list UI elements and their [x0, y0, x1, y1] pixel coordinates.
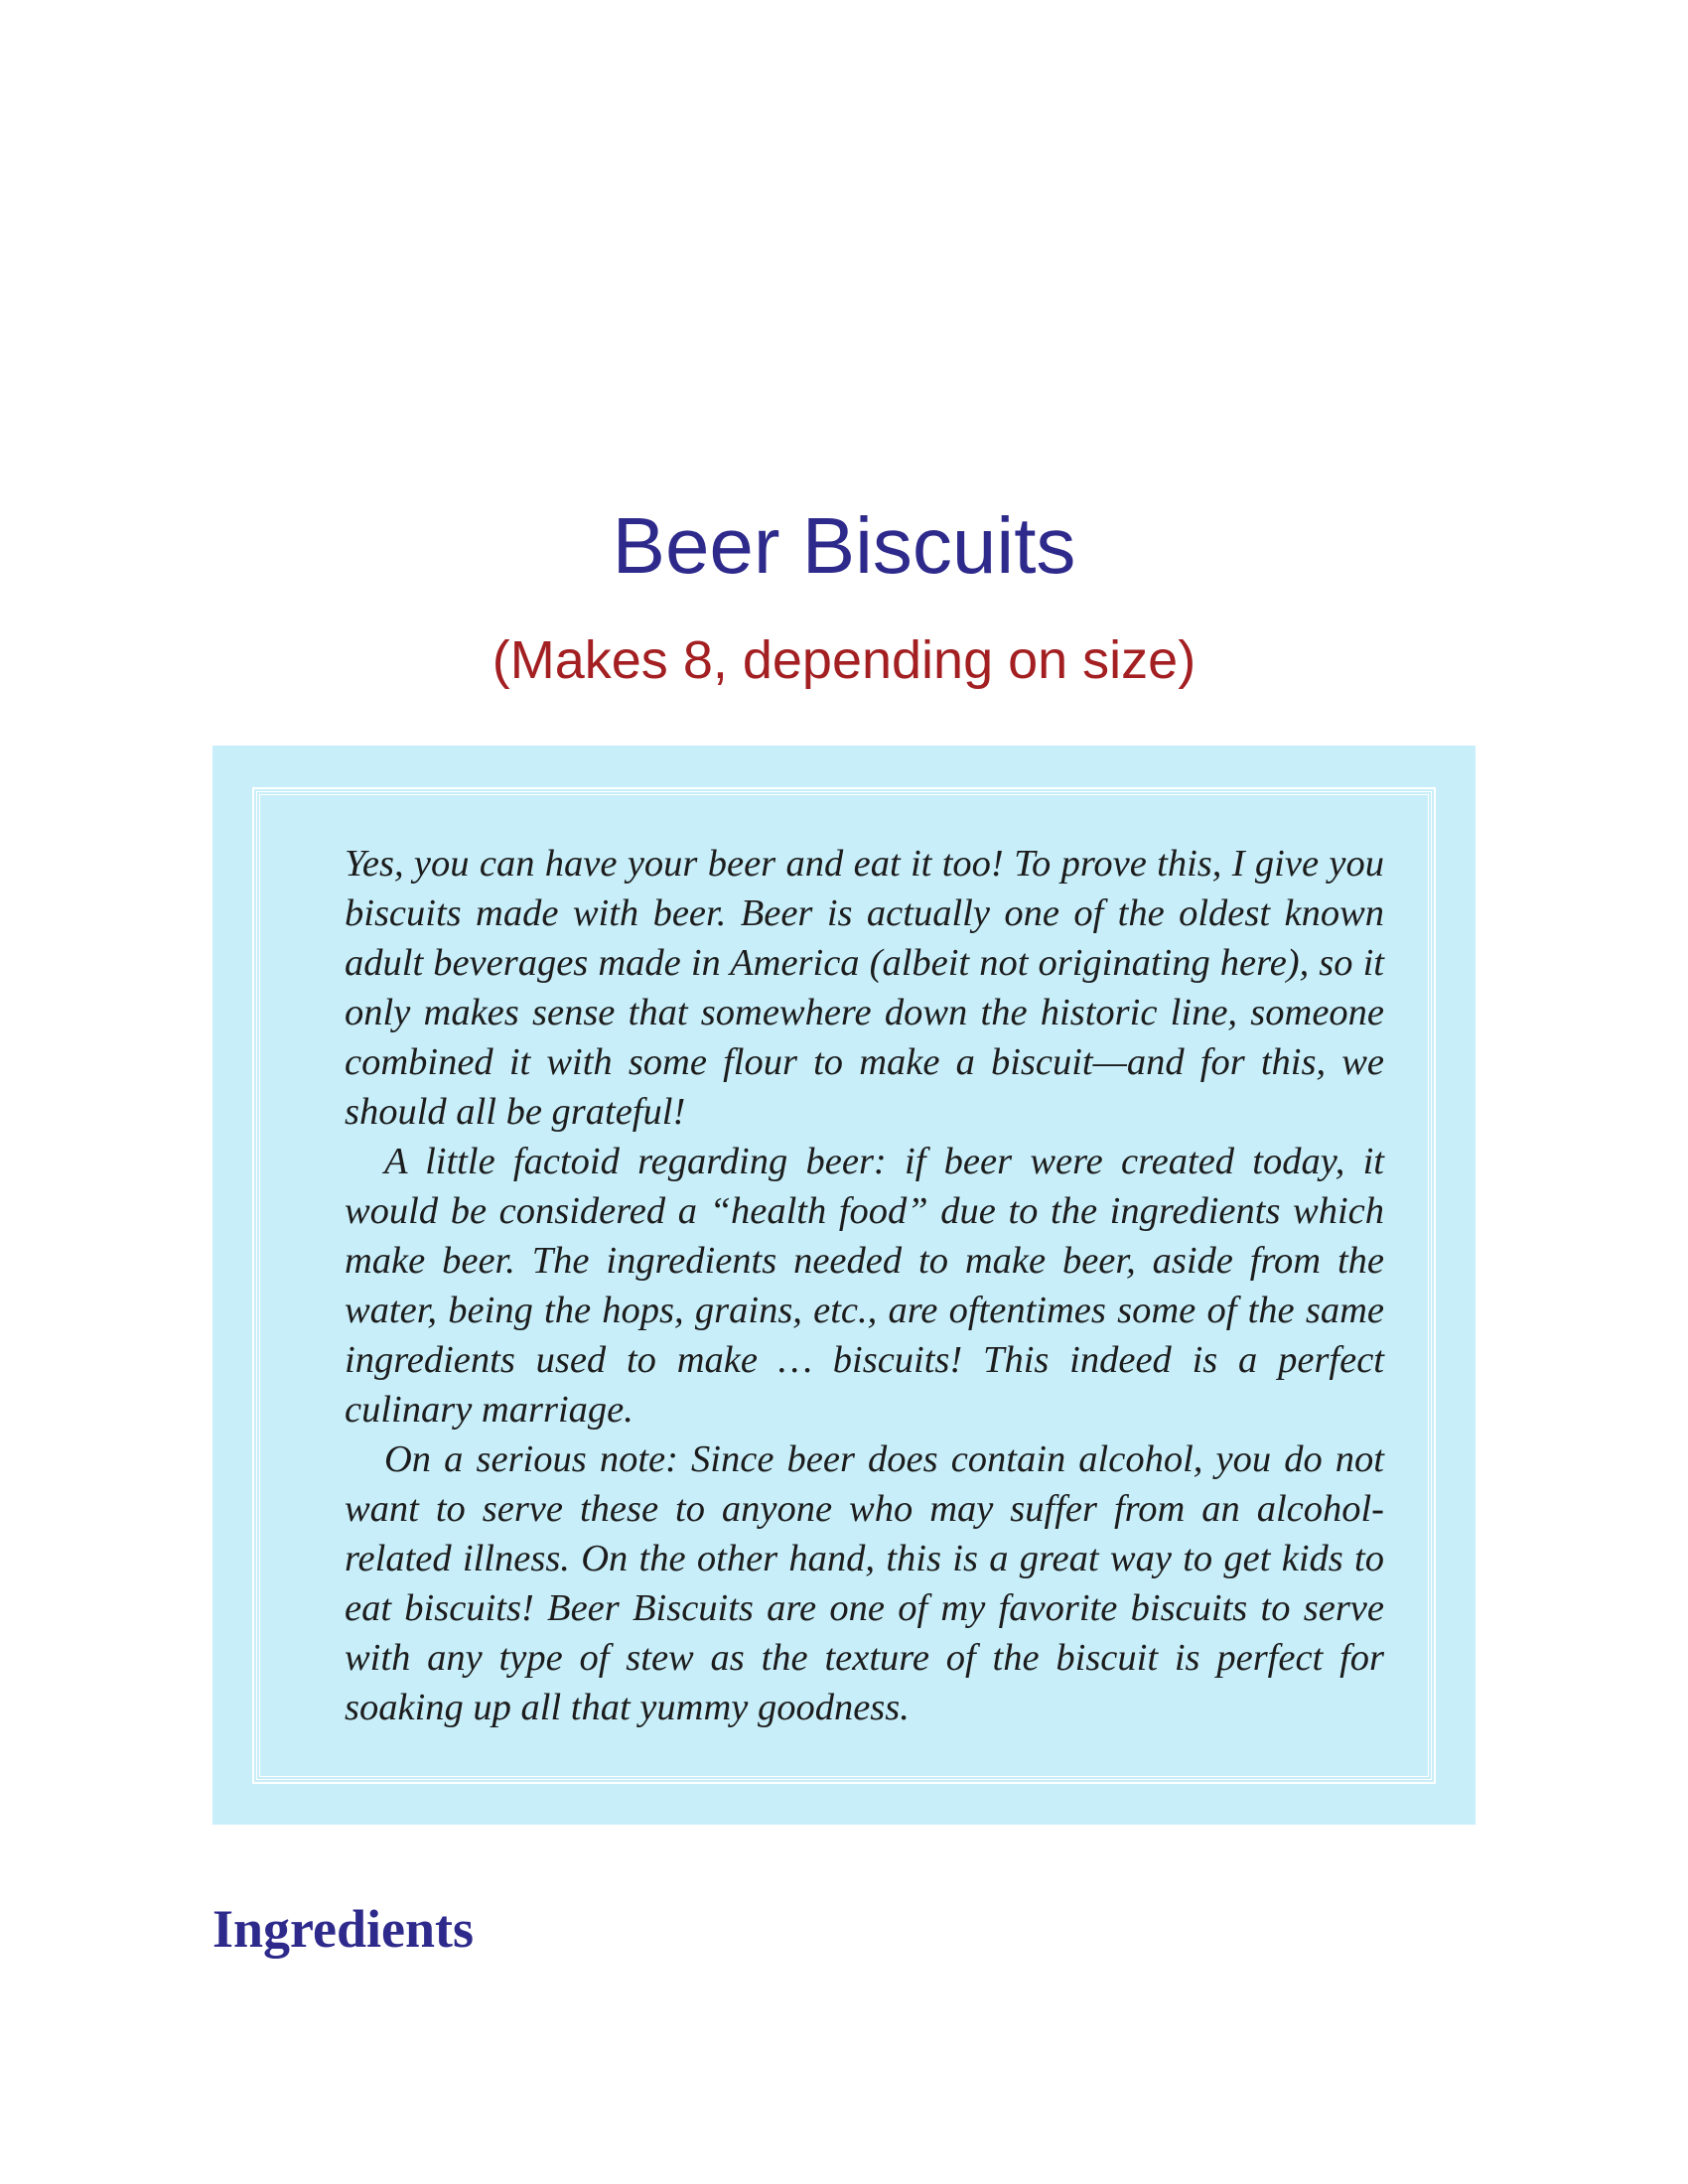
intro-paragraph: On a serious note: Since beer does contain alcohol, you do not want to serve these to anyone who may suffer from an alcohol-related illness. On the other hand, this is a great way to get kids to eat biscuits! Beer Biscuits are one of my favorite biscuits to serve with any type of stew as the texture of the biscuit is perfect for soaking up all that yummy goodness. — [345, 1438, 1384, 1728]
recipe-title: Beer Biscuits — [612, 501, 1076, 590]
ingredients-heading: Ingredients — [212, 1899, 475, 1959]
intro-box — [212, 746, 1476, 1825]
intro-text — [345, 839, 1384, 1732]
intro-paragraph: A little factoid regarding beer: if beer were created today, it would be considered a “health food” due to the ingredients which make beer. The ingredients needed to make beer, aside from the water, being the hops, grains, etc., are oftentimes some of the same ingredients used to make … biscuits! This indeed is a perfect culinary marriage. — [345, 1141, 1384, 1431]
recipe-yield: (Makes 8, depending on size) — [492, 630, 1196, 690]
intro-paragraph: Yes, you can have your beer and eat it too! To prove this, I give you biscuits made with beer. Beer is actually one of the oldest known adult beverages made in America (albeit not originating here), so it only makes sense that somewhere down the historic line, someone combined it with some flour to make a biscuit—and for this, we should all be grateful! — [345, 843, 1384, 1133]
